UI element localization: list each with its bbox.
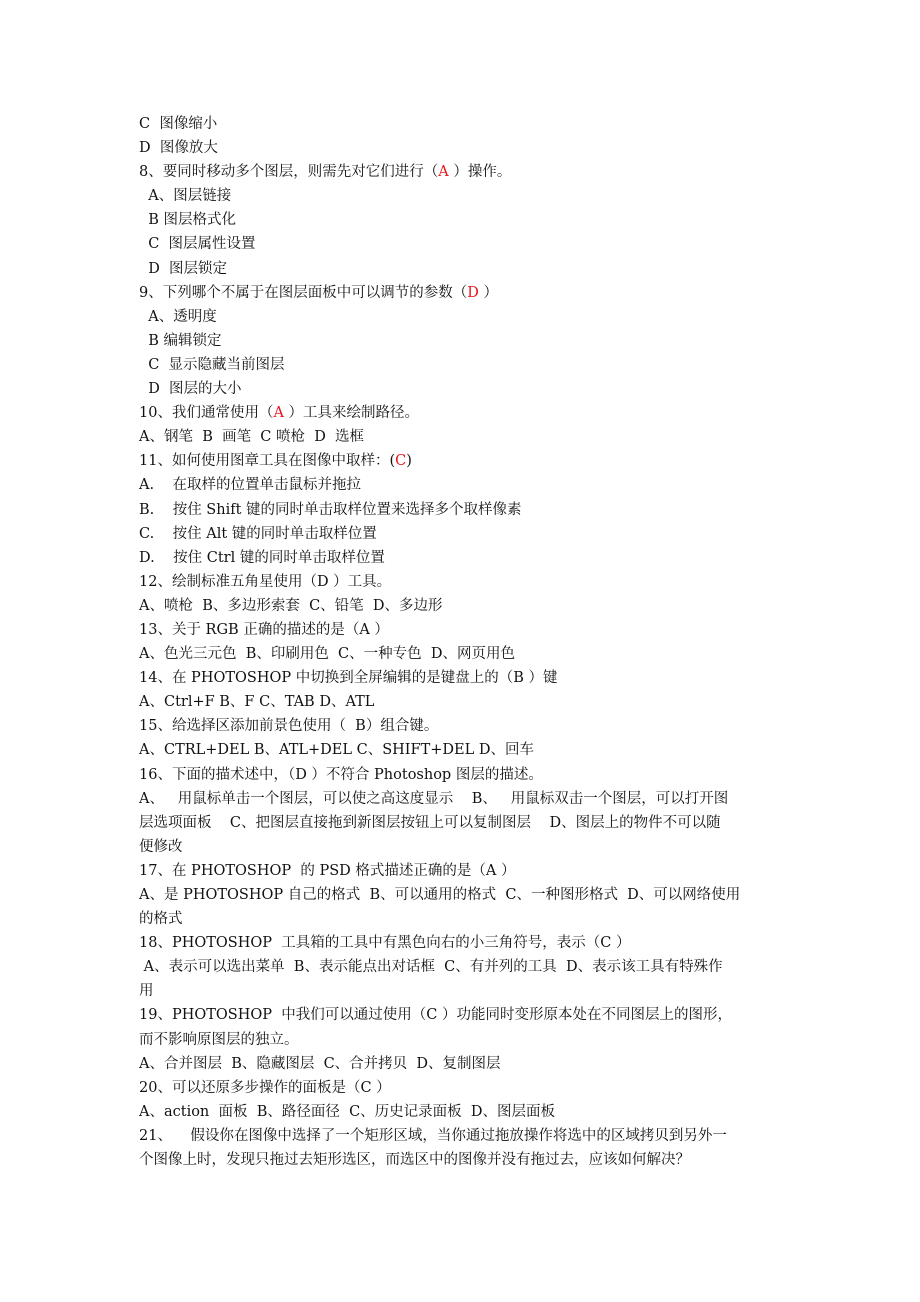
option-line: A、喷枪 B、多边形索套 C、铅笔 D、多边形 [139, 597, 443, 614]
option-line: D 图层锁定 [139, 260, 228, 277]
option-line: A、 用鼠标单击一个图层，可以使之高这度显示 B、 用鼠标双击一个图层，可以打开图 [139, 790, 729, 807]
answer-letter: C [395, 453, 407, 470]
option-line: A、Ctrl+F B、F C、TAB D、ATL [139, 694, 375, 711]
question-text-tail: ） [478, 284, 498, 301]
option-line: A、表示可以选出菜单 B、表示能点出对话框 C、有并列的工具 D、表示该工具有特殊作 [139, 959, 723, 976]
option-line: B. 按住 Shift 键的同时单击取样位置来选择多个取样像素 [139, 501, 522, 518]
question-text: 10、我们通常使用（ [139, 405, 274, 422]
question-line: 16、下面的描术述中，（D ）不符合 Photoshop 图层的描述。 [139, 766, 543, 783]
question-text: 9、下列哪个不属于在图层面板中可以调节的参数（ [139, 284, 468, 301]
question-text-tail: ）工具来绘制路径。 [283, 405, 420, 422]
question-text: 8、要同时移动多个图层，则需先对它们进行（ [139, 164, 439, 181]
option-line: C. 按住 Alt 键的同时单击取样位置 [139, 525, 377, 542]
question-line: 19、PHOTOSHOP 中我们可以通过使用（C ）功能同时变形原本处在不同图层上的图形， [139, 1007, 732, 1024]
question-line: 21、 假设你在图像中选择了一个矩形区域，当你通过拖放操作将选中的区域拷贝到另外一 [139, 1127, 727, 1144]
option-line: 用 [139, 983, 154, 1000]
question-line: 15、给选择区添加前景色使用（ B）组合键。 [139, 718, 439, 735]
question-line: 20、可以还原多步操作的面板是（C ） [139, 1079, 391, 1096]
option-line: B 图层格式化 [139, 212, 236, 229]
question-line: 17、在 PHOTOSHOP 的 PSD 格式描述正确的是（A ） [139, 862, 516, 879]
question-line: 个图像上时，发现只拖过去矩形选区，而选区中的图像并没有拖过去，应该如何解决？ [139, 1152, 690, 1169]
option-line: 层选项面板 C、把图层直接拖到新图层按钮上可以复制图层 D、图层上的物件不可以随 [139, 814, 721, 831]
answer-letter: D [467, 284, 479, 301]
option-line: C 图层属性设置 [139, 236, 256, 253]
option-line: C 显示隐藏当前图层 [139, 356, 285, 373]
question-line: 18、PHOTOSHOP 工具箱的工具中有黑色向右的小三角符号，表示（C ） [139, 935, 631, 952]
option-line: D 图层的大小 [139, 381, 242, 398]
option-line: A. 在取样的位置单击鼠标并拖拉 [139, 477, 362, 494]
option-line: 的格式 [139, 911, 183, 928]
question-text-tail: ) [406, 453, 412, 470]
option-line: B 编辑锁定 [139, 332, 222, 349]
option-line: A、透明度 [139, 308, 217, 325]
question-line [139, 449, 789, 473]
text-line: C 图像缩小 [139, 116, 218, 132]
question-text: 11、如何使用图章工具在图像中取样：( [139, 453, 396, 470]
question-line [139, 401, 789, 425]
option-line: A、CTRL+DEL B、ATL+DEL C、SHIFT+DEL D、回车 [139, 742, 534, 759]
question-line: 14、在 PHOTOSHOP 中切换到全屏编辑的是键盘上的（B ）键 [139, 670, 558, 687]
option-line: D. 按住 Ctrl 键的同时单击取样位置 [139, 549, 385, 566]
question-line: 12、绘制标准五角星使用（D ）工具。 [139, 573, 392, 590]
option-line: 便修改 [139, 838, 183, 855]
option-line: A、图层链接 [139, 188, 232, 205]
option-line: A、色光三元色 B、印刷用色 C、一种专色 D、网页用色 [139, 646, 515, 663]
option-line: A、合并图层 B、隐藏图层 C、合并拷贝 D、复制图层 [139, 1055, 501, 1072]
answer-letter: A [438, 164, 449, 181]
option-line: A、action 面板 B、路径面径 C、历史记录面板 D、图层面板 [139, 1103, 556, 1120]
text-line: D 图像放大 [139, 140, 218, 157]
question-text-tail: ）操作。 [448, 164, 512, 181]
question-line [139, 281, 789, 305]
question-line: 13、关于 RGB 正确的描述的是（A ） [139, 621, 389, 638]
option-line: A、是 PHOTOSHOP 自己的格式 B、可以通用的格式 C、一种图形格式 D、可以网络使用 [139, 887, 741, 903]
option-line: A、钢笔 B 画笔 C 喷枪 D 选框 [139, 429, 365, 446]
question-line: 而不影响原图层的独立。 [139, 1031, 299, 1048]
answer-letter: A [273, 405, 284, 422]
question-line [139, 160, 789, 184]
document-body [139, 112, 789, 1172]
